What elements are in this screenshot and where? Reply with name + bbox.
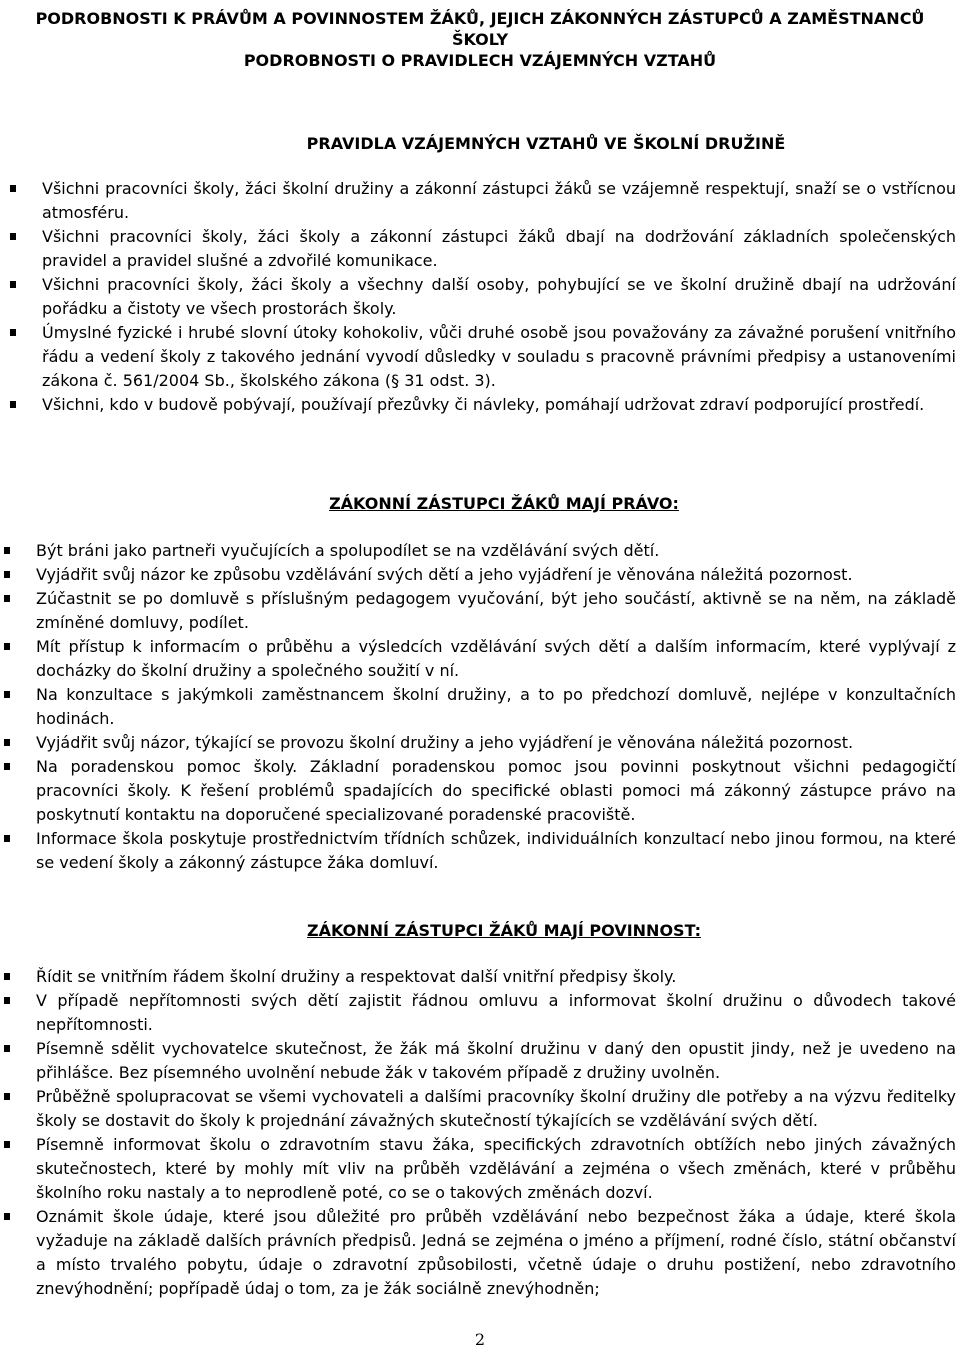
bullet-icon	[4, 1213, 10, 1220]
list-item	[4, 587, 956, 635]
header-line-1: PODROBNOSTI K PRÁVŮM A POVINNOSTEM ŽÁKŮ, JEJICH ZÁKONNÝCH ZÁSTUPCŮ A ZAMĚSTNANCŮ	[35, 9, 925, 28]
list-item-text: Písemně sdělit vychovatelce skutečnost, že žák má školní družinu v daný den opustit jindy, než je uvedeno na přihlášce. Bez písemného uvolnění nebude žák v takovém případě z družiny uvolněn.	[36, 1039, 956, 1082]
bullet-icon	[10, 401, 16, 408]
list-item-text: Všichni pracovníci školy, žáci školy a zákonní zástupci žáků dbají na dodržování základních společenských pravidel a pravidel slušné a zdvořilé komunikace.	[42, 227, 956, 270]
list-item-text: Vyjádřit svůj názor, týkající se provozu školní družiny a jeho vyjádření je věnována náležitá pozornost.	[36, 733, 854, 752]
bullet-icon	[4, 997, 10, 1004]
bullet-icon	[4, 973, 10, 980]
list-item	[4, 1037, 956, 1085]
list-item	[4, 635, 956, 683]
list-item-text: V případě nepřítomnosti svých dětí zajistit řádnou omluvu a informovat školní družinu o důvodech takové nepřítomnosti.	[36, 991, 956, 1034]
list-item-text: Informace škola poskytuje prostřednictvím třídních schůzek, individuálních konzultací nebo jinou formou, na které se vedení školy a zákonný zástupce žáka domluví.	[36, 829, 956, 872]
document-header	[0, 8, 960, 71]
list-item	[10, 177, 956, 225]
list-item	[4, 755, 956, 827]
list-item-text: Oznámit škole údaje, které jsou důležité pro průběh vzdělávání nebo bezpečnost žáka a údaje, které škola vyžaduje na základě dalších právních předpisů. Jedná se zejména o jméno a příjmení, rodné číslo, státní občanství a místo trvalého pobytu, údaje o zdravotní způsobilosti, včetně údaje o druhu postižení, nebo zdravotního znevýhodnění; popřípadě údaj o tom, za je žák sociálně znevýhodněn;	[36, 1207, 956, 1298]
list-item-text: Na konzultace s jakýmkoli zaměstnancem školní družiny, a to po předchozí domluvě, nejlépe v konzultačních hodinách.	[36, 685, 956, 728]
header-line-3: PODROBNOSTI O PRAVIDLECH VZÁJEMNÝCH VZTAHŮ	[243, 51, 717, 70]
list-item-text: Zúčastnit se po domluvě s příslušným pedagogem vyučování, být jeho součástí, aktivně se na něm, na základě zmíněné domluvy, podílet.	[36, 589, 956, 632]
list-item	[4, 563, 956, 587]
list-item	[4, 965, 956, 989]
bullet-icon	[4, 691, 10, 698]
section2-title-text: ZÁKONNÍ ZÁSTUPCI ŽÁKŮ MAJÍ PRÁVO:	[329, 494, 679, 513]
bullet-icon	[10, 185, 16, 192]
list-item	[4, 683, 956, 731]
bullet-icon	[4, 1093, 10, 1100]
bullet-icon	[4, 571, 10, 578]
section3-list	[4, 965, 956, 1301]
list-item	[4, 989, 956, 1037]
list-item	[4, 1205, 956, 1301]
list-item-text: Řídit se vnitřním řádem školní družiny a respektovat další vnitřní předpisy školy.	[36, 967, 677, 986]
list-item-text: Písemně informovat školu o zdravotním stavu žáka, specifických zdravotních obtížích nebo jiných závažných skutečnostech, které by mohly mít vliv na průběh vzdělávání a zejména o všech změnách, které v průběhu školního roku nastaly a to neprodleně poté, co se o takových změnách dozví.	[36, 1135, 956, 1202]
section1-title: PRAVIDLA VZÁJEMNÝCH VZTAHŮ VE ŠKOLNÍ DRUŽINĚ	[306, 134, 786, 153]
page-number: 2	[474, 1330, 486, 1349]
list-item-text: Všichni, kdo v budově pobývají, používají přezůvky či návleky, pomáhají udržovat zdraví podporující prostředí.	[42, 395, 925, 414]
bullet-icon	[10, 281, 16, 288]
bullet-icon	[4, 835, 10, 842]
list-item	[10, 321, 956, 393]
bullet-icon	[4, 763, 10, 770]
list-item-text: Být bráni jako partneři vyučujících a spolupodílet se na vzdělávání svých dětí.	[36, 541, 660, 560]
list-item-text: Průběžně spolupracovat se všemi vychovateli a dalšími pracovníky školní družiny dle potřeby a na výzvu ředitelky školy se dostavit do školy k projednání závažných skutečností týkajících se vzdělávání svých dětí.	[36, 1087, 956, 1130]
list-item-text: Úmyslné fyzické i hrubé slovní útoky kohokoliv, vůči druhé osobě jsou považovány za závažné porušení vnitřního řádu a vedení školy z takového jednání vyvodí důsledky v souladu s pracovně právními předpisy a ustanoveními zákona č. 561/2004 Sb., školského zákona (§ 31 odst. 3).	[42, 323, 956, 390]
list-item	[4, 827, 956, 875]
section3-title-text: ZÁKONNÍ ZÁSTUPCI ŽÁKŮ MAJÍ POVINNOST:	[307, 921, 701, 940]
bullet-icon	[10, 329, 16, 336]
list-item	[10, 225, 956, 273]
bullet-icon	[4, 1141, 10, 1148]
list-item	[4, 539, 956, 563]
section2-list	[4, 539, 956, 875]
list-item	[4, 731, 956, 755]
bullet-icon	[10, 233, 16, 240]
list-item-text: Všichni pracovníci školy, žáci školy a všechny další osoby, pohybující se ve školní družině dbají na udržování pořádku a čistoty ve všech prostorách školy.	[42, 275, 956, 318]
list-item	[10, 273, 956, 321]
header-line-2: ŠKOLY	[451, 30, 509, 49]
list-item-text: Všichni pracovníci školy, žáci školní družiny a zákonní zástupci žáků se vzájemně respektují, snaží se o vstřícnou atmosféru.	[42, 179, 956, 222]
bullet-icon	[4, 643, 10, 650]
bullet-icon	[4, 547, 10, 554]
bullet-icon	[4, 1045, 10, 1052]
list-item-text: Na poradenskou pomoc školy. Základní poradenskou pomoc jsou povinni poskytnout všichni pedagogičtí pracovníci školy. K řešení problémů spadajících do specifické oblasti pomoci má zákonný zástupce právo na poskytnutí kontaktu na doporučené specializované poradenské pracoviště.	[36, 757, 956, 824]
bullet-icon	[4, 595, 10, 602]
list-item	[4, 1133, 956, 1205]
section1-list	[10, 177, 956, 417]
list-item-text: Vyjádřit svůj názor ke způsobu vzdělávání svých dětí a jeho vyjádření je věnována náležitá pozornost.	[36, 565, 853, 584]
section3-title	[0, 921, 960, 940]
list-item	[4, 1085, 956, 1133]
section2-title	[0, 494, 960, 513]
bullet-icon	[4, 739, 10, 746]
list-item	[10, 393, 956, 417]
list-item-text: Mít přístup k informacím o průběhu a výsledcích vzdělávání svých dětí a dalším informacím, které vyplývají z docházky do školní družiny a společného soužití v ní.	[36, 637, 956, 680]
